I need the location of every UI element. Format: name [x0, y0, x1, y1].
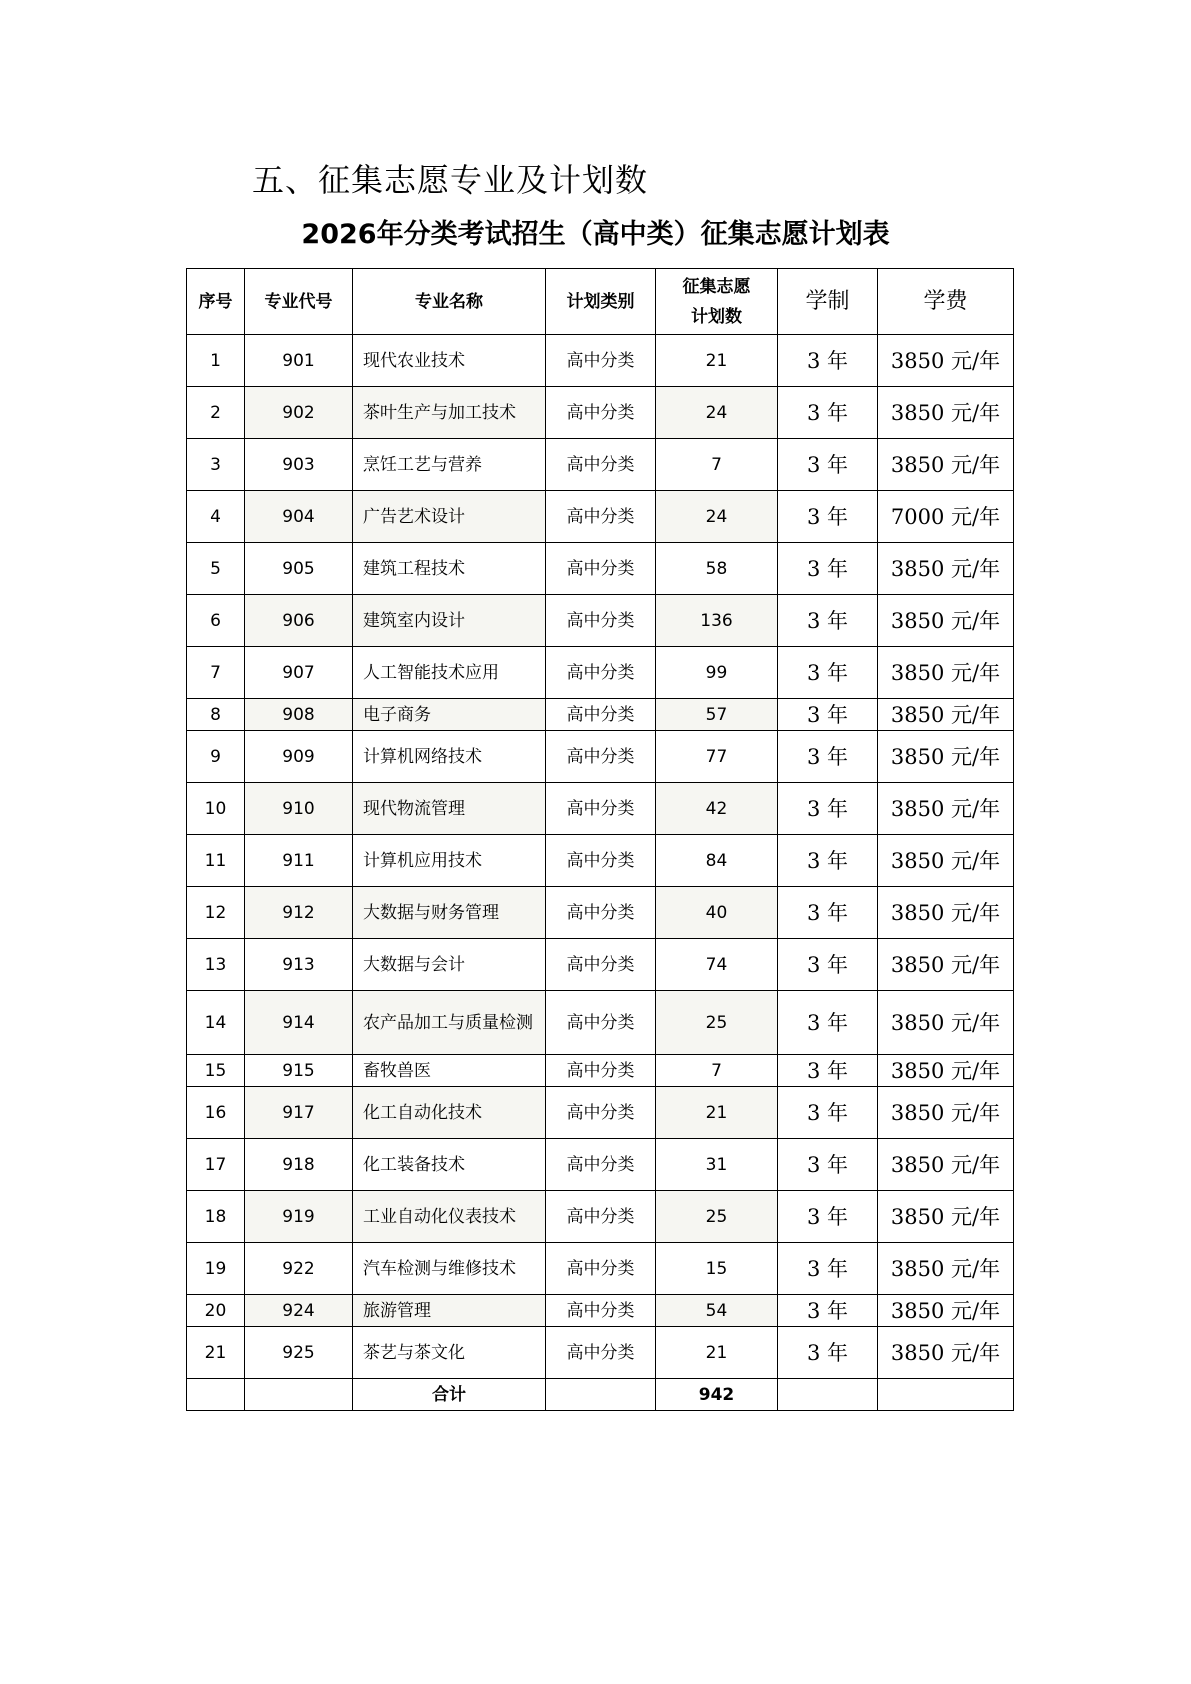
cell-duration: 3 年 — [778, 1327, 878, 1379]
cell-tuition: 3850 元/年 — [878, 699, 1014, 731]
cell-seq: 17 — [187, 1139, 245, 1191]
header-row — [187, 269, 1014, 335]
header-plan-line1: 征集志愿 — [682, 276, 751, 297]
cell-name: 大数据与会计 — [353, 939, 546, 991]
cell-name: 大数据与财务管理 — [353, 887, 546, 939]
cell-plan: 21 — [656, 1087, 778, 1139]
cell-duration: 3 年 — [778, 595, 878, 647]
header-duration: 学制 — [778, 269, 878, 335]
table-row — [187, 1295, 1014, 1327]
table-row — [187, 491, 1014, 543]
cell-tuition: 3850 元/年 — [878, 1295, 1014, 1327]
cell-plan: 57 — [656, 699, 778, 731]
total-empty-code — [245, 1379, 353, 1411]
cell-tuition: 3850 元/年 — [878, 647, 1014, 699]
cell-duration: 3 年 — [778, 1191, 878, 1243]
cell-code: 904 — [245, 491, 353, 543]
cell-name: 畜牧兽医 — [353, 1055, 546, 1087]
cell-code: 924 — [245, 1295, 353, 1327]
cell-tuition: 3850 元/年 — [878, 887, 1014, 939]
cell-seq: 7 — [187, 647, 245, 699]
total-empty-duration — [778, 1379, 878, 1411]
cell-tuition: 3850 元/年 — [878, 595, 1014, 647]
cell-name: 电子商务 — [353, 699, 546, 731]
cell-seq: 6 — [187, 595, 245, 647]
cell-category: 高中分类 — [546, 1295, 656, 1327]
cell-duration: 3 年 — [778, 939, 878, 991]
cell-code: 912 — [245, 887, 353, 939]
cell-category: 高中分类 — [546, 335, 656, 387]
cell-seq: 20 — [187, 1295, 245, 1327]
cell-seq: 11 — [187, 835, 245, 887]
cell-category: 高中分类 — [546, 939, 656, 991]
table-row — [187, 1243, 1014, 1295]
cell-plan: 24 — [656, 491, 778, 543]
cell-category: 高中分类 — [546, 731, 656, 783]
cell-category: 高中分类 — [546, 1055, 656, 1087]
cell-plan: 25 — [656, 1191, 778, 1243]
cell-plan: 25 — [656, 991, 778, 1055]
header-seq: 序号 — [187, 269, 245, 335]
cell-name: 化工装备技术 — [353, 1139, 546, 1191]
cell-plan: 21 — [656, 1327, 778, 1379]
cell-category: 高中分类 — [546, 491, 656, 543]
cell-name: 广告艺术设计 — [353, 491, 546, 543]
cell-code: 902 — [245, 387, 353, 439]
cell-category: 高中分类 — [546, 439, 656, 491]
plan-table — [186, 268, 1014, 1411]
cell-tuition: 3850 元/年 — [878, 335, 1014, 387]
cell-seq: 15 — [187, 1055, 245, 1087]
cell-category: 高中分类 — [546, 887, 656, 939]
table-row — [187, 887, 1014, 939]
cell-code: 917 — [245, 1087, 353, 1139]
cell-seq: 10 — [187, 783, 245, 835]
cell-name: 旅游管理 — [353, 1295, 546, 1327]
cell-code: 911 — [245, 835, 353, 887]
header-tuition: 学费 — [878, 269, 1014, 335]
cell-tuition: 3850 元/年 — [878, 387, 1014, 439]
cell-code: 907 — [245, 647, 353, 699]
cell-seq: 12 — [187, 887, 245, 939]
cell-tuition: 3850 元/年 — [878, 939, 1014, 991]
table-row — [187, 1327, 1014, 1379]
cell-plan: 40 — [656, 887, 778, 939]
cell-code: 903 — [245, 439, 353, 491]
cell-category: 高中分类 — [546, 1327, 656, 1379]
cell-seq: 9 — [187, 731, 245, 783]
cell-tuition: 3850 元/年 — [878, 1191, 1014, 1243]
cell-duration: 3 年 — [778, 491, 878, 543]
cell-name: 建筑工程技术 — [353, 543, 546, 595]
cell-plan: 21 — [656, 335, 778, 387]
section-title: 五、征集志愿专业及计划数 — [252, 161, 649, 199]
cell-name: 工业自动化仪表技术 — [353, 1191, 546, 1243]
cell-code: 918 — [245, 1139, 353, 1191]
cell-category: 高中分类 — [546, 1243, 656, 1295]
cell-category: 高中分类 — [546, 835, 656, 887]
table-row — [187, 1087, 1014, 1139]
cell-seq: 14 — [187, 991, 245, 1055]
cell-name: 汽车检测与维修技术 — [353, 1243, 546, 1295]
cell-duration: 3 年 — [778, 1295, 878, 1327]
cell-seq: 8 — [187, 699, 245, 731]
table-row — [187, 783, 1014, 835]
cell-duration: 3 年 — [778, 699, 878, 731]
cell-plan: 42 — [656, 783, 778, 835]
cell-plan: 7 — [656, 439, 778, 491]
cell-plan: 24 — [656, 387, 778, 439]
cell-category: 高中分类 — [546, 647, 656, 699]
cell-tuition: 3850 元/年 — [878, 731, 1014, 783]
cell-name: 茶叶生产与加工技术 — [353, 387, 546, 439]
table-row — [187, 439, 1014, 491]
cell-duration: 3 年 — [778, 543, 878, 595]
table-row — [187, 335, 1014, 387]
cell-name: 茶艺与茶文化 — [353, 1327, 546, 1379]
cell-category: 高中分类 — [546, 783, 656, 835]
cell-duration: 3 年 — [778, 783, 878, 835]
cell-code: 908 — [245, 699, 353, 731]
cell-name: 现代物流管理 — [353, 783, 546, 835]
total-empty-seq — [187, 1379, 245, 1411]
cell-duration: 3 年 — [778, 1139, 878, 1191]
cell-tuition: 3850 元/年 — [878, 1139, 1014, 1191]
table-row — [187, 595, 1014, 647]
cell-seq: 21 — [187, 1327, 245, 1379]
table-row — [187, 835, 1014, 887]
cell-name: 人工智能技术应用 — [353, 647, 546, 699]
cell-code: 906 — [245, 595, 353, 647]
cell-plan: 54 — [656, 1295, 778, 1327]
cell-code: 913 — [245, 939, 353, 991]
cell-category: 高中分类 — [546, 699, 656, 731]
cell-plan: 15 — [656, 1243, 778, 1295]
cell-name: 烹饪工艺与营养 — [353, 439, 546, 491]
table-row — [187, 1055, 1014, 1087]
table-row — [187, 939, 1014, 991]
cell-code: 901 — [245, 335, 353, 387]
cell-category: 高中分类 — [546, 387, 656, 439]
cell-seq: 19 — [187, 1243, 245, 1295]
cell-category: 高中分类 — [546, 1139, 656, 1191]
cell-category: 高中分类 — [546, 595, 656, 647]
cell-tuition: 3850 元/年 — [878, 835, 1014, 887]
header-code: 专业代号 — [245, 269, 353, 335]
cell-category: 高中分类 — [546, 991, 656, 1055]
cell-duration: 3 年 — [778, 991, 878, 1055]
table-row — [187, 699, 1014, 731]
cell-seq: 4 — [187, 491, 245, 543]
table-row — [187, 387, 1014, 439]
cell-code: 922 — [245, 1243, 353, 1295]
cell-duration: 3 年 — [778, 647, 878, 699]
cell-tuition: 3850 元/年 — [878, 543, 1014, 595]
table-row — [187, 647, 1014, 699]
cell-plan: 136 — [656, 595, 778, 647]
cell-tuition: 3850 元/年 — [878, 783, 1014, 835]
table-row — [187, 1191, 1014, 1243]
table-row — [187, 1139, 1014, 1191]
cell-code: 914 — [245, 991, 353, 1055]
cell-tuition: 3850 元/年 — [878, 991, 1014, 1055]
cell-plan: 77 — [656, 731, 778, 783]
cell-tuition: 3850 元/年 — [878, 1243, 1014, 1295]
total-row — [187, 1379, 1014, 1411]
table-row — [187, 543, 1014, 595]
cell-name: 现代农业技术 — [353, 335, 546, 387]
cell-code: 915 — [245, 1055, 353, 1087]
table-row — [187, 991, 1014, 1055]
cell-seq: 2 — [187, 387, 245, 439]
cell-name: 计算机网络技术 — [353, 731, 546, 783]
cell-code: 910 — [245, 783, 353, 835]
cell-code: 925 — [245, 1327, 353, 1379]
cell-plan: 7 — [656, 1055, 778, 1087]
cell-tuition: 3850 元/年 — [878, 1327, 1014, 1379]
total-empty-category — [546, 1379, 656, 1411]
cell-duration: 3 年 — [778, 1055, 878, 1087]
cell-plan: 58 — [656, 543, 778, 595]
header-plan — [656, 269, 778, 335]
header-category: 计划类别 — [546, 269, 656, 335]
cell-code: 905 — [245, 543, 353, 595]
cell-seq: 13 — [187, 939, 245, 991]
cell-seq: 16 — [187, 1087, 245, 1139]
cell-tuition: 3850 元/年 — [878, 439, 1014, 491]
cell-duration: 3 年 — [778, 887, 878, 939]
cell-category: 高中分类 — [546, 1191, 656, 1243]
cell-name: 计算机应用技术 — [353, 835, 546, 887]
cell-tuition: 3850 元/年 — [878, 1055, 1014, 1087]
total-label: 合计 — [353, 1379, 546, 1411]
header-name: 专业名称 — [353, 269, 546, 335]
total-plan: 942 — [656, 1379, 778, 1411]
cell-seq: 18 — [187, 1191, 245, 1243]
cell-duration: 3 年 — [778, 439, 878, 491]
cell-tuition: 3850 元/年 — [878, 1087, 1014, 1139]
cell-name: 建筑室内设计 — [353, 595, 546, 647]
cell-duration: 3 年 — [778, 731, 878, 783]
cell-plan: 84 — [656, 835, 778, 887]
cell-duration: 3 年 — [778, 1087, 878, 1139]
header-plan-line2: 计划数 — [691, 306, 742, 327]
table-row — [187, 731, 1014, 783]
cell-plan: 31 — [656, 1139, 778, 1191]
cell-plan: 74 — [656, 939, 778, 991]
cell-duration: 3 年 — [778, 835, 878, 887]
cell-category: 高中分类 — [546, 543, 656, 595]
cell-category: 高中分类 — [546, 1087, 656, 1139]
cell-seq: 5 — [187, 543, 245, 595]
cell-plan: 99 — [656, 647, 778, 699]
cell-duration: 3 年 — [778, 335, 878, 387]
cell-duration: 3 年 — [778, 1243, 878, 1295]
cell-code: 919 — [245, 1191, 353, 1243]
cell-seq: 3 — [187, 439, 245, 491]
cell-seq: 1 — [187, 335, 245, 387]
cell-code: 909 — [245, 731, 353, 783]
cell-tuition: 7000 元/年 — [878, 491, 1014, 543]
cell-name: 化工自动化技术 — [353, 1087, 546, 1139]
table-title: 2026年分类考试招生（高中类）征集志愿计划表 — [301, 219, 890, 250]
cell-duration: 3 年 — [778, 387, 878, 439]
total-empty-tuition — [878, 1379, 1014, 1411]
cell-name: 农产品加工与质量检测 — [353, 991, 546, 1055]
